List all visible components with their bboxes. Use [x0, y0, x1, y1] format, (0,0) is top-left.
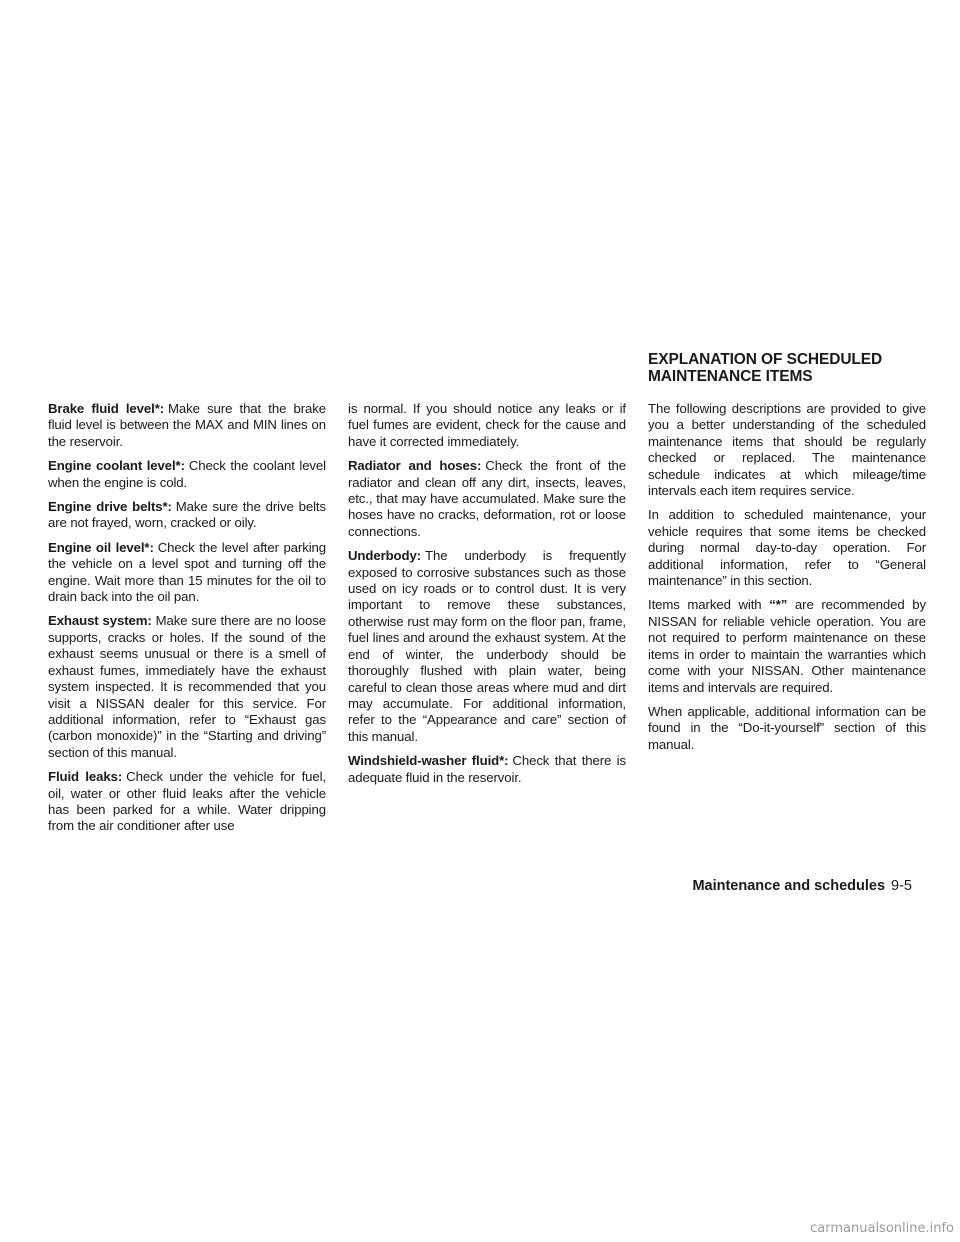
asterisk-after: are recommended by NISSAN for reliable vehicle operation. You are not required to perform maintenance on these items in order to maintain the warranties which come with your NISSAN. Other maintenance items and intervals are required. [648, 597, 926, 695]
washer-fluid-item [348, 753, 626, 786]
radiator-item [348, 458, 626, 540]
brake-fluid-item [48, 401, 326, 450]
underbody-term: Underbody: [348, 548, 421, 564]
middle-column [348, 401, 626, 794]
engine-belts-text: Make sure the drive belts are not frayed, worn, cracked or oily. [48, 499, 326, 531]
exhaust-text: Make sure there are no loose supports, cracks or holes. If the sound of the exhaust seems unusual or there is a smell of exhaust fumes, immediately have the exhaust system inspected. It is recommended that you visit a NISSAN dealer for this service. For additional information, refer to “Exhaust gas (carbon monoxide)” in the “Starting and driving” section of this manual. [48, 613, 327, 760]
fluid-leaks-item [48, 769, 326, 835]
engine-oil-item [48, 540, 326, 606]
diy-paragraph: When applicable, additional information can be found in the “Do-it-yourself” section of this manual. [648, 703, 926, 752]
daily-check-paragraph: In addition to scheduled maintenance, your vehicle requires that some items be checked during normal day-to-day operation. For additional information, refer to “General maintenance” in this section. [648, 507, 926, 589]
intro-paragraph: The following descriptions are provided to give you a better understanding of the scheduled maintenance items that should be regularly checked or replaced. The maintenance schedule indicates at which mileage/time intervals each item requires service. [648, 401, 926, 499]
page-footer [600, 878, 912, 894]
engine-oil-term: Engine oil level*: [48, 539, 154, 555]
radiator-text: Check the front of the radiator and clean off any dirt, insects, leaves, etc., that may have accumulated. Make sure the hoses have no cracks, deformation, rot or loose connections. [348, 458, 626, 539]
fluid-leaks-term: Fluid leaks: [48, 769, 123, 785]
watermark: carmanualsonline.info [810, 1221, 954, 1236]
fluid-leaks-continued: is normal. If you should notice any leaks or if fuel fumes are evident, check for the cause and have it corrected immediately. [348, 401, 626, 449]
washer-fluid-text: Check that there is adequate fluid in the reservoir. [348, 753, 626, 785]
asterisk-mark: “*” [769, 597, 788, 613]
engine-belts-term: Engine drive belts*: [48, 499, 172, 515]
engine-coolant-item [48, 458, 326, 491]
engine-belts-item [48, 499, 326, 532]
underbody-text: The underbody is frequently exposed to corrosive substances such as those used on icy roads or to control dust. It is very important to remove these substances, otherwise rust may form on the floor pan, frame, fuel lines and around the exhaust system. At the end of winter, the underbody should be thoroughly flushed with plain water, being careful to clean those areas where mud and dirt may accumulate. For additional information, refer to the “Appearance and care” section of this manual. [348, 548, 626, 744]
exhaust-item [48, 613, 326, 761]
engine-coolant-term: Engine coolant level*: [48, 458, 185, 474]
fluid-leaks-text: Check under the vehicle for fuel, oil, water or other fluid leaks after the vehicle has been parked for a while. Water dripping from the air conditioner after use [48, 769, 326, 834]
page-number: 9-5 [891, 878, 912, 894]
engine-oil-text: Check the level after parking the vehicle on a level spot and turning off the engine. Wait more than 15 minutes for the oil to drain back into the oil pan. [48, 539, 327, 605]
brake-fluid-text: Make sure that the brake fluid level is between the MAX and MIN lines on the reservoir. [48, 401, 326, 449]
washer-fluid-term: Windshield-washer fluid*: [348, 753, 509, 769]
engine-coolant-text: Check the coolant level when the engine is cold. [48, 458, 326, 490]
radiator-term: Radiator and hoses: [348, 458, 482, 474]
left-column [48, 401, 326, 843]
underbody-item [348, 548, 626, 745]
asterisk-before: Items marked with [648, 597, 770, 613]
brake-fluid-term: Brake fluid level*: [48, 401, 165, 416]
section-heading: EXPLANATION OF SCHEDULED MAINTENANCE ITEMS [648, 351, 883, 385]
asterisk-paragraph [648, 597, 926, 695]
footer-chapter: Maintenance and schedules [692, 878, 886, 894]
exhaust-term: Exhaust system: [48, 613, 152, 629]
right-column [648, 401, 926, 761]
